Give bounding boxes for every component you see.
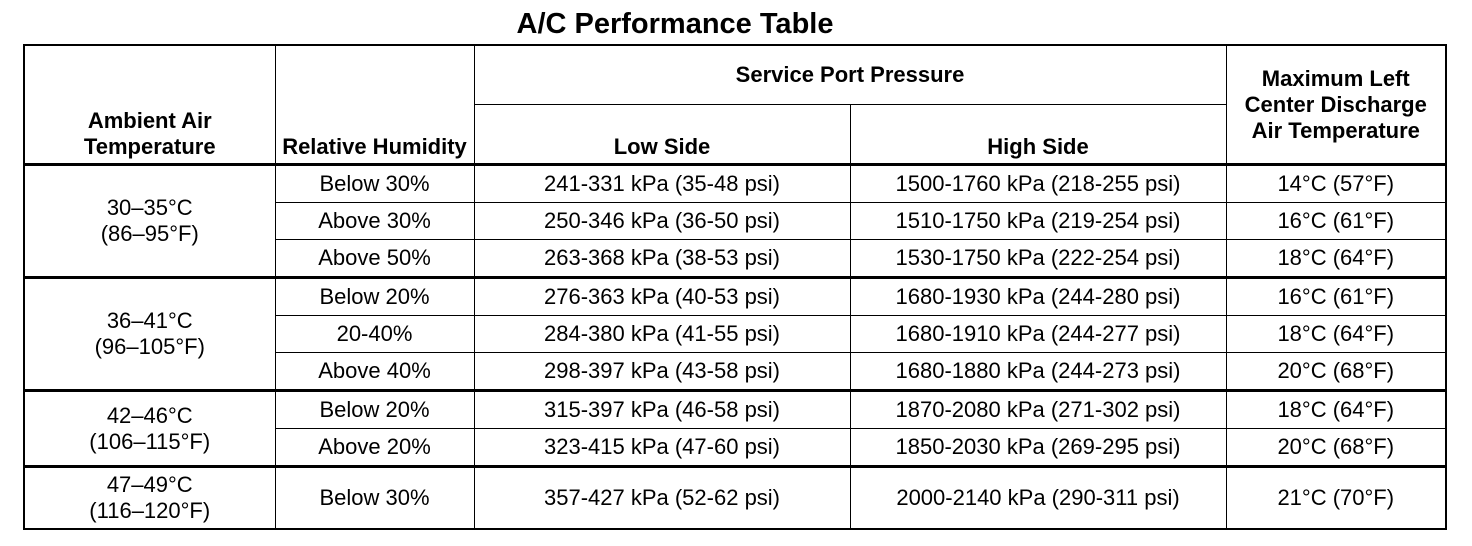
ac-performance-table	[23, 44, 1447, 530]
max-temp-cell: 20°C (68°F)	[1226, 429, 1446, 467]
high-side-cell: 1870-2080 kPa (271-302 psi)	[850, 391, 1226, 429]
low-side-cell: 263-368 kPa (38-53 psi)	[474, 240, 850, 278]
low-side-cell: 315-397 kPa (46-58 psi)	[474, 391, 850, 429]
table-row	[24, 278, 1446, 316]
header-service-port-label: Service Port Pressure	[735, 62, 965, 87]
header-ambient-air-temperature	[24, 45, 275, 165]
high-side-cell: 1680-1930 kPa (244-280 psi)	[850, 278, 1226, 316]
humidity-cell: Above 40%	[275, 353, 474, 391]
header-relative-humidity	[275, 45, 474, 165]
table-row	[24, 467, 1446, 530]
header-high-side-label: High Side	[987, 134, 1089, 159]
high-side-cell: 1530-1750 kPa (222-254 psi)	[850, 240, 1226, 278]
low-side-cell: 323-415 kPa (47-60 psi)	[474, 429, 850, 467]
header-high-side	[850, 105, 1226, 165]
humidity-cell: Below 30%	[275, 467, 474, 530]
humidity-cell: Above 20%	[275, 429, 474, 467]
low-side-cell: 357-427 kPa (52-62 psi)	[474, 467, 850, 530]
header-humidity-label: Relative Humidity	[282, 134, 467, 159]
ambient-temp-celsius: 47–49°C	[106, 472, 193, 497]
max-temp-cell: 18°C (64°F)	[1226, 316, 1446, 353]
max-temp-cell: 21°C (70°F)	[1226, 467, 1446, 530]
ambient-temp-celsius: 30–35°C	[106, 195, 193, 220]
header-max-left-label: Maximum Left Center Discharge Air Temperature	[1244, 65, 1427, 143]
header-low-side	[474, 105, 850, 165]
ambient-temp-fahrenheit: (116–120°F)	[89, 498, 211, 523]
max-temp-cell: 20°C (68°F)	[1226, 353, 1446, 391]
table-row	[24, 165, 1446, 203]
high-side-cell: 1500-1760 kPa (218-255 psi)	[850, 165, 1226, 203]
high-side-cell: 1680-1910 kPa (244-277 psi)	[850, 316, 1226, 353]
header-low-side-label: Low Side	[613, 134, 711, 159]
high-side-cell: 1680-1880 kPa (244-273 psi)	[850, 353, 1226, 391]
ambient-temp-cell	[24, 391, 275, 467]
low-side-cell: 250-346 kPa (36-50 psi)	[474, 203, 850, 240]
low-side-cell: 241-331 kPa (35-48 psi)	[474, 165, 850, 203]
ambient-temp-cell	[24, 467, 275, 530]
header-max-left-center-discharge	[1226, 45, 1446, 165]
ambient-temp-celsius: 42–46°C	[106, 402, 193, 428]
ambient-temp-fahrenheit: (96–105°F)	[94, 334, 205, 359]
header-ambient-label: Ambient Air Temperature	[83, 108, 216, 159]
ambient-temp-cell	[24, 278, 275, 391]
ambient-temp-fahrenheit: (86–95°F)	[100, 221, 199, 246]
page-title: A/C Performance Table	[516, 8, 834, 40]
humidity-cell: 20-40%	[275, 316, 474, 353]
humidity-cell: Below 30%	[275, 165, 474, 203]
high-side-cell: 1850-2030 kPa (269-295 psi)	[850, 429, 1226, 467]
ambient-temp-cell	[24, 165, 275, 278]
max-temp-cell: 16°C (61°F)	[1226, 278, 1446, 316]
humidity-cell: Below 20%	[275, 278, 474, 316]
max-temp-cell: 18°C (64°F)	[1226, 240, 1446, 278]
ambient-temp-celsius: 36–41°C	[106, 308, 193, 333]
low-side-cell: 276-363 kPa (40-53 psi)	[474, 278, 850, 316]
low-side-cell: 284-380 kPa (41-55 psi)	[474, 316, 850, 353]
low-side-cell: 298-397 kPa (43-58 psi)	[474, 353, 850, 391]
max-temp-cell: 18°C (64°F)	[1226, 391, 1446, 429]
humidity-cell: Above 50%	[275, 240, 474, 278]
humidity-cell: Above 30%	[275, 203, 474, 240]
max-temp-cell: 14°C (57°F)	[1226, 165, 1446, 203]
high-side-cell: 1510-1750 kPa (219-254 psi)	[850, 203, 1226, 240]
header-service-port-pressure	[474, 45, 1226, 105]
high-side-cell: 2000-2140 kPa (290-311 psi)	[850, 467, 1226, 530]
max-temp-cell: 16°C (61°F)	[1226, 203, 1446, 240]
humidity-cell: Below 20%	[275, 391, 474, 429]
table-row	[24, 391, 1446, 429]
ambient-temp-fahrenheit: (106–115°F)	[89, 428, 211, 454]
